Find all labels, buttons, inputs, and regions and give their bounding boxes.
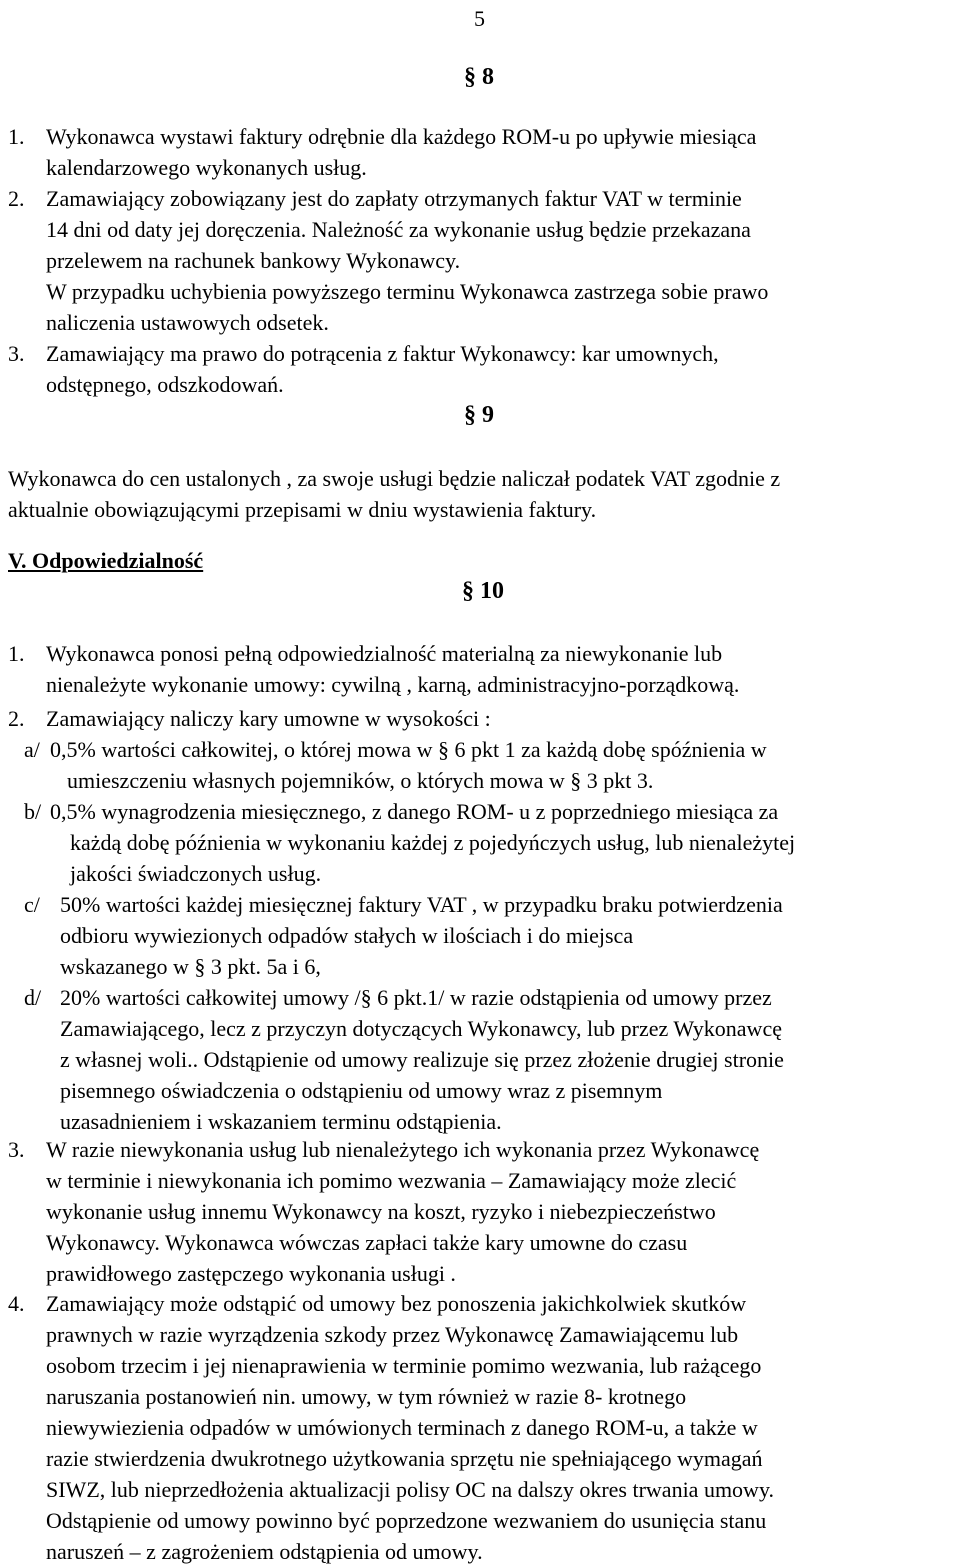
item-number: 1. bbox=[8, 641, 25, 666]
text-line: osobom trzecim i jej nienaprawienia w terminie pomimo wezwania, lub rażącego bbox=[46, 1353, 762, 1378]
text-line: kalendarzowego wykonanych usług. bbox=[46, 155, 367, 180]
text-line: uzasadnieniem i wskazaniem terminu odstąpienia. bbox=[60, 1109, 502, 1134]
sub-label-a: a/ bbox=[24, 737, 40, 762]
text-line: Zamawiający może odstąpić od umowy bez ponoszenia jakichkolwiek skutków bbox=[46, 1291, 747, 1316]
text-line: z własnej woli.. Odstąpienie od umowy realizuje się przez złożenie drugiej stronie bbox=[60, 1047, 784, 1072]
text-line: Odstąpienie od umowy powinno być poprzedzone wezwaniem do usunięcia stanu bbox=[46, 1508, 767, 1533]
sub-label-d: d/ bbox=[24, 985, 42, 1010]
text-line: 14 dni od daty jej doręczenia. Należność za wykonanie usług będzie przekazana bbox=[46, 217, 751, 242]
text-line: 0,5% wynagrodzenia miesięcznego, z danego ROM- u z poprzedniego miesiąca za bbox=[50, 799, 779, 824]
text-line: Zamawiający ma prawo do potrącenia z faktur Wykonawcy: kar umownych, bbox=[46, 341, 719, 366]
item-number: 2. bbox=[8, 186, 25, 211]
text-line: odbioru wywiezionych odpadów stałych w ilościach i do miejsca bbox=[60, 923, 634, 948]
text-line: 20% wartości całkowitej umowy /§ 6 pkt.1/ w razie odstąpienia od umowy przez bbox=[60, 985, 772, 1010]
s10-item-2 bbox=[8, 703, 960, 1137]
text-line: Zamawiającego, lecz z przyczyn dotyczących Wykonawcy, lub przez Wykonawcę bbox=[60, 1016, 782, 1041]
s10-item-3 bbox=[8, 1134, 960, 1289]
s9-text-line-1: Wykonawca do cen ustalonych , za swoje usługi będzie naliczał podatek VAT zgodnie z bbox=[8, 466, 781, 491]
text-line: przelewem na rachunek bankowy Wykonawcy. bbox=[46, 248, 461, 273]
sub-label-c: c/ bbox=[24, 892, 40, 917]
text-line: Zamawiający zobowiązany jest do zapłaty otrzymanych faktur VAT w terminie bbox=[46, 186, 742, 211]
text-line: Wykonawca wystawi faktury odrębnie dla każdego ROM-u po upływie miesiąca bbox=[46, 124, 757, 149]
text-line: 50% wartości każdej miesięcznej faktury VAT , w przypadku braku potwierdzenia bbox=[60, 892, 783, 917]
text-line: wykonanie usług innemu Wykonawcy na koszt, ryzyko i niebezpieczeństwo bbox=[46, 1199, 716, 1224]
page-number: 5 bbox=[474, 6, 485, 31]
text-line: pisemnego oświadczenia o odstąpieniu od umowy wraz z pisemnym bbox=[60, 1078, 663, 1103]
s8-item-2 bbox=[8, 183, 960, 338]
item-number: 3. bbox=[8, 341, 25, 366]
text-line: w terminie i niewykonania ich pomimo wezwania – Zamawiający może zlecić bbox=[46, 1168, 737, 1193]
s8-item-1 bbox=[8, 121, 960, 183]
text-line: umieszczeniu własnych pojemników, o których mowa w § 3 pkt 3. bbox=[67, 768, 654, 793]
section-v-title: V. Odpowiedzialność bbox=[8, 548, 204, 573]
text-line: naliczenia ustawowych odsetek. bbox=[46, 310, 329, 335]
section-heading-8: § 8 bbox=[464, 64, 494, 90]
text-line: odstępnego, odszkodowań. bbox=[46, 372, 284, 397]
text-line: nienależyte wykonanie umowy: cywilną , karną, administracyjno-porządkową. bbox=[46, 672, 740, 697]
text-line: Wykonawca ponosi pełną odpowiedzialność materialną za niewykonanie lub bbox=[46, 641, 723, 666]
text-line: wskazanego w § 3 pkt. 5a i 6, bbox=[60, 954, 321, 979]
text-line: każdą dobę późnienia w wykonaniu każdej z pojedyńczych usług, lub nienależytej bbox=[70, 830, 796, 855]
text-line: naruszeń – z zagrożeniem odstąpienia od umowy. bbox=[46, 1539, 483, 1564]
item-number: 1. bbox=[8, 124, 25, 149]
section-heading-9: § 9 bbox=[464, 402, 494, 428]
text-line: niewywiezienia odpadów w umówionych terminach z danego ROM-u, a także w bbox=[46, 1415, 758, 1440]
text-line: naruszania postanowień nin. umowy, w tym również w razie 8- krotnego bbox=[46, 1384, 687, 1409]
item-number: 2. bbox=[8, 706, 25, 731]
s8-item-3 bbox=[8, 338, 960, 400]
item-number: 3. bbox=[8, 1137, 25, 1162]
sub-label-b: b/ bbox=[24, 799, 42, 824]
text-line: jakości świadczonych usług. bbox=[70, 861, 322, 886]
text-line: 0,5% wartości całkowitej, o której mowa w § 6 pkt 1 za każdą dobę spóźnienia w bbox=[50, 737, 767, 762]
text-line: razie stwierdzenia dwukrotnego użytkowania sprzętu nie spełniającego wymagań bbox=[46, 1446, 763, 1471]
text-line: prawidłowego zastępczego wykonania usługi . bbox=[46, 1261, 456, 1286]
item-number: 4. bbox=[8, 1291, 25, 1316]
section-heading-10: § 10 bbox=[462, 578, 504, 604]
s10-item-1 bbox=[8, 638, 960, 700]
s10-item-4 bbox=[8, 1288, 960, 1567]
item-2-intro: Zamawiający naliczy kary umowne w wysokości : bbox=[46, 706, 491, 731]
text-line: SIWZ, lub nieprzedłożenia aktualizacji polisy OC na dalszy okres trwania umowy. bbox=[46, 1477, 775, 1502]
text-line: W razie niewykonania usług lub nienależytego ich wykonania przez Wykonawcę bbox=[46, 1137, 760, 1162]
text-line: Wykonawcy. Wykonawca wówczas zapłaci także kary umowne do czasu bbox=[46, 1230, 688, 1255]
text-line: W przypadku uchybienia powyższego terminu Wykonawca zastrzega sobie prawo bbox=[46, 279, 769, 304]
s9-text-line-2: aktualnie obowiązującymi przepisami w dniu wystawienia faktury. bbox=[8, 497, 597, 522]
text-line: prawnych w razie wyrządzenia szkody przez Wykonawcę Zamawiającemu lub bbox=[46, 1322, 739, 1347]
